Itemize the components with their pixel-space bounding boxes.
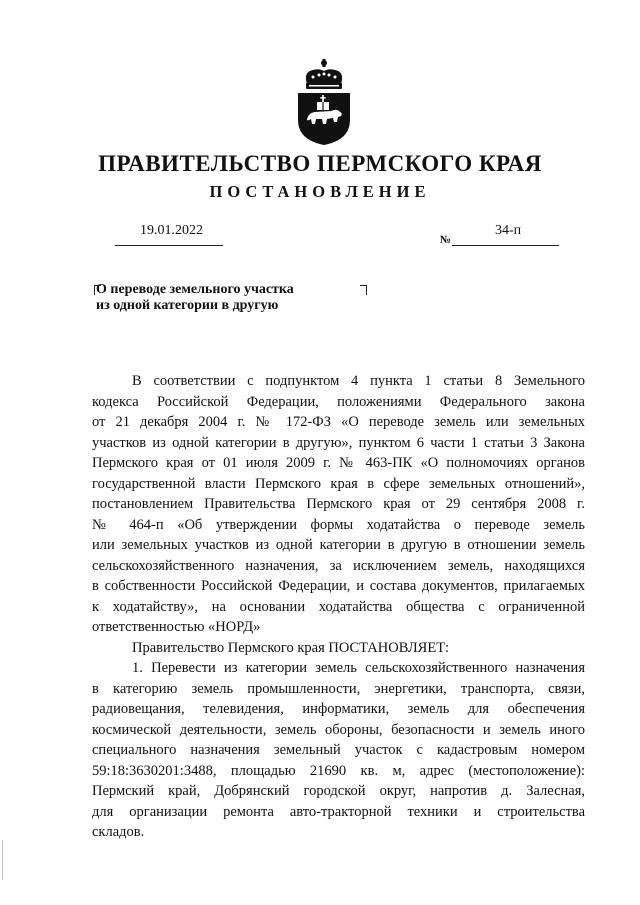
document-subject xyxy=(96,282,294,314)
document-number: 34-п xyxy=(495,223,522,238)
body-line: № 464-п «Об утверждении формы ходатайства о переводе земель xyxy=(92,516,585,533)
body-line: космической деятельности, земель обороны, безопасности и земель иного xyxy=(92,721,585,738)
body-line: для организации ремонта авто-тракторной техники и строительства xyxy=(92,803,585,820)
body-line: В соответствии с подпунктом 4 пункта 1 статьи 8 Земельного xyxy=(132,373,585,389)
body-line: в собственности Российской Федерации, и состава документов, прилагаемых xyxy=(92,578,585,594)
body-line: специального назначения земельный участок с кадастровым номером xyxy=(92,742,585,758)
subject-line: О переводе земельного участка xyxy=(96,282,294,297)
body-line: государственной власти Пермского края в сфере земельных отношений», xyxy=(92,475,585,492)
body-line: складов. xyxy=(92,824,145,840)
body-line: 1. Перевести из категории земель сельскохозяйственного назначения xyxy=(132,660,585,676)
subject-line: из одной категории в другую xyxy=(96,298,279,313)
body-line: Пермского края от 01 июля 2009 г. № 463-ПК «О полномочиях органов xyxy=(92,455,585,471)
body-line: ответственностью «НОРД» xyxy=(92,619,261,635)
number-label: № xyxy=(440,234,452,246)
date-underline xyxy=(115,245,223,246)
body-line: кодекса Российской Федерации, положениями Федерального закона xyxy=(92,393,585,410)
body-line: радиовещания, телевидения, информатики, земель для обеспечения xyxy=(92,701,585,717)
body-line: или земельных участков из одной категории в другую в отношении земель xyxy=(92,537,585,553)
scan-margin-mark xyxy=(2,840,3,880)
document-body xyxy=(92,371,585,843)
decree-line: Правительство Пермского края ПОСТАНОВЛЯЕТ: xyxy=(132,639,450,656)
body-line: сельскохозяйственного назначения, за исключением земель, находящихся xyxy=(92,557,585,574)
document-date: 19.01.2022 xyxy=(140,223,203,238)
number-underline xyxy=(452,245,559,246)
body-line: 59:18:3630201:3488, площадью 21690 кв. м, адрес (местоположение): xyxy=(92,762,585,779)
body-line: к ходатайству», на основании ходатайства общества с ограниченной xyxy=(92,598,585,615)
body-line: Пермский край, Добрянский городской округ, напротив д. Залесная, xyxy=(92,783,585,799)
subject-bracket-right xyxy=(360,285,367,295)
coat-of-arms-icon xyxy=(293,58,355,146)
document-type: ПОСТАНОВЛЕНИЕ xyxy=(209,182,431,201)
body-line: участков из одной категории в другую», пунктом 6 части 1 статьи 3 Закона xyxy=(92,434,585,451)
body-line: в категорию земель промышленности, энергетики, транспорта, связи, xyxy=(92,680,585,697)
government-title: ПРАВИТЕЛЬСТВО ПЕРМСКОГО КРАЯ xyxy=(98,151,542,176)
body-line: от 21 декабря 2004 г. № 172-ФЗ «О переводе земель или земельных xyxy=(92,414,585,430)
body-line: постановлением Правительства Пермского края от 29 сентября 2008 г. xyxy=(92,496,585,512)
